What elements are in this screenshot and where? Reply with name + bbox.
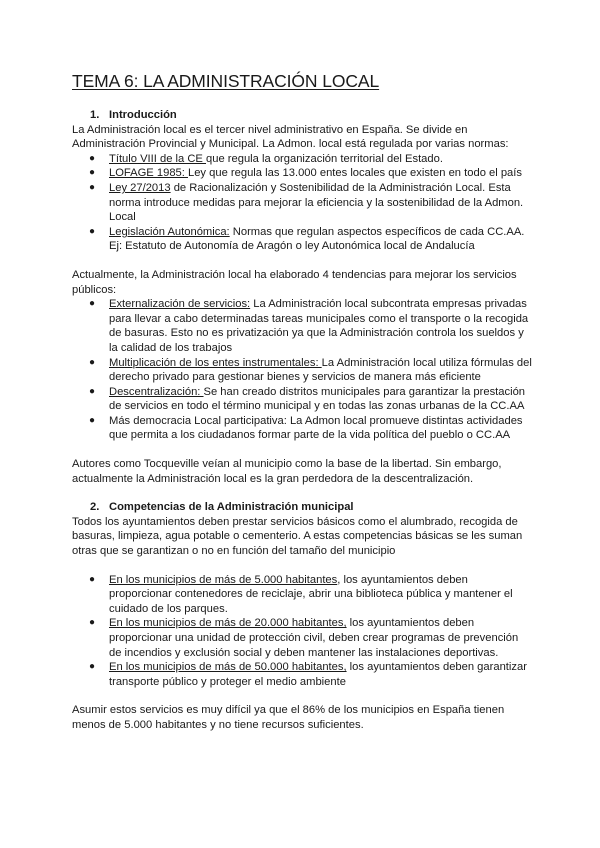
- competence-link: En los municipios de más de 5.000 habitantes: [109, 573, 338, 586]
- norms-list: [72, 152, 532, 254]
- norm-link: Legislación Autonómica:: [109, 225, 230, 238]
- bullet-icon: ●: [89, 225, 96, 237]
- norm-link: LOFAGE 1985:: [109, 167, 188, 180]
- competence-link: En los municipios de más de 20.000 habitantes,: [109, 617, 347, 630]
- list-item: ● En los municipios de más de 20.000 habitantes, los ayuntamientos deben proporcionar una unidad de protección civil, deben crear programas de prevención de incendios y exclusión social y deben mantener las instalaciones deportivas.: [89, 617, 519, 659]
- list-item: ● Título VIII de la CE que regula la organización territorial del Estado.: [89, 152, 443, 165]
- section-1-intro: La Administración local es el tercer nivel administrativo en España. Se divide en Administración Provincial y Municipal. La Admon. local está regulada por varias normas:: [72, 123, 509, 151]
- trends-intro: Actualmente, la Administración local ha elaborado 4 tendencias para mejorar los servicios públicos:: [72, 268, 517, 296]
- section-2-closing: Asumir estos servicios es muy difícil ya que el 86% de los municipios en España tienen menos de 5.000 habitantes y no tiene recursos suficientes.: [72, 704, 505, 731]
- section-2-intro: Todos los ayuntamientos deben prestar servicios básicos como el alumbrado, recogida de basuras, limpieza, agua potable o cementerio. A estas competencias básicas se les suman otras que se garantizan o no en función del tamaño del municipio: [72, 515, 523, 558]
- competence-link: En los municipios de más de 50.000 habitantes,: [109, 661, 347, 674]
- bullet-icon: ●: [89, 617, 96, 629]
- bullet-icon: ●: [89, 167, 96, 179]
- competences-list: [72, 573, 532, 690]
- section-2-heading: [72, 500, 532, 515]
- list-item: ● Multiplicación de los entes instrumentales: La Administración local utiliza fórmulas del derecho privado para gestionar bienes y servicios de manera más eficiente: [89, 356, 532, 384]
- trend-link: Multiplicación de los entes instrumentales:: [109, 356, 322, 369]
- list-item: ● En los municipios de más de 50.000 habitantes, los ayuntamientos deben garantizar transporte público y proteger el medio ambiente: [89, 661, 527, 688]
- list-item: ● Ley 27/2013 de Racionalización y Sostenibilidad de la Administración Local. Esta norma introduce medidas para mejorar la eficiencia y la sostenibilidad de la Admon. Local: [89, 181, 524, 224]
- trends-list: [72, 297, 532, 443]
- list-item: ● Legislación Autonómica: Normas que regulan aspectos específicos de cada CC.AA. Ej: Estatuto de Autonomía de Aragón o ley Autonómica local de Andalucía: [89, 225, 525, 253]
- section-number: 1.: [90, 109, 100, 121]
- section-1-closing: Autores como Tocqueville veían al municipio como la base de la libertad. Sin embargo, actualmente la Administración local es la gran perdedora de la descentralización.: [72, 458, 502, 485]
- list-item: ● Más democracia Local participativa: La Admon local promueve distintas actividades que permita a los ciudadanos formar parte de la vida política del pueblo o CC.AA: [89, 414, 523, 442]
- bullet-icon: ●: [89, 385, 96, 397]
- document-page: [72, 70, 532, 733]
- bullet-icon: ●: [89, 181, 96, 193]
- page-title: TEMA 6: LA ADMINISTRACIÓN LOCAL: [72, 71, 380, 91]
- list-item: ● Descentralización: Se han creado distritos municipales para garantizar la prestación de servicios en todo el término municipal y en todas las zonas urbanas de la CC.AA: [89, 385, 526, 413]
- section-title: Competencias de la Administración municipal: [109, 501, 354, 514]
- bullet-icon: ●: [89, 661, 96, 673]
- list-item: ● LOFAGE 1985: Ley que regula las 13.000 entes locales que existen en todo el país: [89, 167, 522, 180]
- section-title: Introducción: [109, 109, 177, 121]
- trend-link: Externalización de servicios:: [109, 298, 251, 311]
- bullet-icon: ●: [89, 414, 96, 426]
- norm-link: Ley 27/2013: [109, 181, 171, 194]
- section-1-heading: [72, 108, 532, 123]
- norm-link: Título VIII de la CE: [109, 152, 207, 165]
- list-item: ● Externalización de servicios: La Administración local subcontrata empresas privadas para llevar a cabo determinadas tareas municipales como el transporte o la recogida de basuras. Esto no es privatización ya que la Administración controla los sueldos y la calidad de los trabajos: [89, 298, 529, 354]
- bullet-icon: ●: [89, 573, 96, 585]
- bullet-icon: ●: [89, 356, 96, 368]
- bullet-icon: ●: [89, 152, 96, 164]
- section-number: 2.: [90, 501, 100, 514]
- list-item: ● En los municipios de más de 5.000 habitantes, los ayuntamientos deben proporcionar contenedores de reciclaje, abrir una biblioteca pública y mantener el cuidado de los parques.: [89, 573, 513, 615]
- bullet-icon: ●: [89, 298, 96, 310]
- trend-link: Descentralización:: [109, 385, 204, 398]
